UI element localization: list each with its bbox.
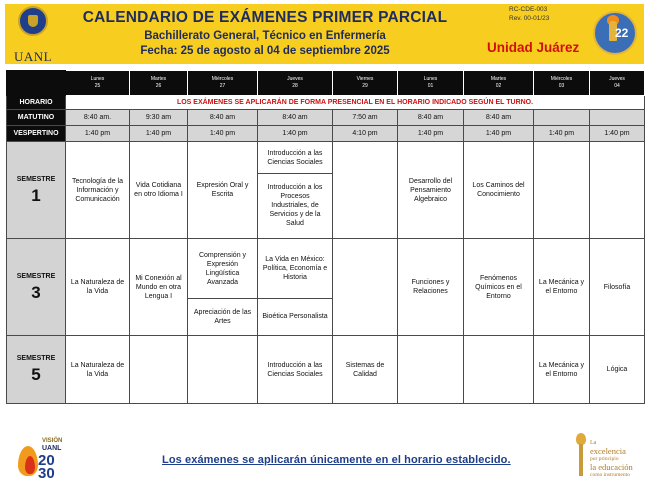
subject-split-cell — [258, 239, 333, 336]
matutino-time: 8:40 am. — [66, 110, 130, 126]
vision-year — [38, 454, 55, 480]
subject-cell: Desarrollo del Pensamiento Algebraico — [398, 142, 464, 239]
subject-cell: Tecnología de la Información y Comunicación — [66, 142, 130, 239]
subject-cell — [464, 336, 534, 404]
subject-cell: La Naturaleza de la Vida — [66, 239, 130, 336]
subject-cell: Mi Conexión al Mundo en otra Lengua I — [130, 239, 188, 336]
weekday-label: Miércoles — [211, 76, 234, 82]
torch-icon — [574, 433, 588, 479]
day-header-cell — [188, 71, 258, 96]
weekday-label: Miércoles — [550, 76, 573, 82]
document-revision-line: Rev. 00-01/23 — [509, 15, 550, 22]
semester-label: SEMESTRE — [16, 355, 56, 362]
semester-1-row — [7, 142, 645, 239]
matutino-row — [7, 110, 645, 126]
vespertino-time: 1:40 pm — [398, 126, 464, 142]
day-number: 26 — [155, 83, 162, 89]
matutino-time: 8:40 am — [258, 110, 333, 126]
motto-como-instrumento: como instrumento — [590, 472, 630, 478]
day-number: 27 — [219, 83, 226, 89]
motto-por-principio: por principio — [590, 456, 619, 462]
subject-cell: Vida Cotidiana en otro Idioma I — [130, 142, 188, 239]
subject-cell: La Mecánica y el Entorno — [534, 239, 590, 336]
matutino-time: 8:40 am — [188, 110, 258, 126]
subject-cell: La Vida en México: Política, Economía e Historia — [258, 240, 332, 299]
weekday-label: Lunes — [423, 76, 438, 82]
subject-cell: Introducción a las Ciencias Sociales — [258, 336, 333, 404]
vespertino-row — [7, 126, 645, 142]
vision-word: VISIÓN — [42, 438, 63, 444]
vision-year-bottom: 30 — [38, 465, 55, 482]
uanl-logo-text: UANL — [13, 49, 53, 64]
semester-3-row — [7, 239, 645, 336]
subject-cell — [130, 336, 188, 404]
excelencia-motto-logo — [574, 433, 644, 481]
vespertino-time: 1:40 pm — [258, 126, 333, 142]
footer-note: Los exámenes se aplicarán únicamente en el horario establecido. — [162, 454, 511, 466]
day-number: 04 — [614, 83, 620, 89]
day-header-cell — [130, 71, 188, 96]
day-number: 02 — [495, 83, 502, 89]
subject-cell: Introducción a las Ciencias Sociales — [258, 143, 332, 174]
document-code — [509, 5, 549, 23]
header-banner — [5, 4, 644, 64]
vision-uanl-2030-logo — [16, 436, 64, 482]
weekday-label: Jueves — [609, 76, 625, 82]
weekday-label: Martes — [490, 76, 507, 82]
day-header-cell — [258, 71, 333, 96]
subject-cell — [398, 336, 464, 404]
semester-number: 5 — [31, 365, 41, 384]
page-title: CALENDARIO DE EXÁMENES PRIMER PARCIAL — [82, 9, 448, 26]
subject-cell: Bioética Personalista — [262, 313, 328, 320]
weekday-label: Lunes — [90, 76, 105, 82]
subject-cell — [534, 142, 590, 239]
vespertino-time: 4:10 pm — [333, 126, 398, 142]
subject-cell: La Naturaleza de la Vida — [66, 336, 130, 404]
weekday-label: Martes — [150, 76, 167, 82]
day-header-cell — [464, 71, 534, 96]
subject-cell: Funciones y Relaciones — [398, 239, 464, 336]
day-number: 29 — [362, 83, 368, 89]
matutino-time: 8:40 am — [464, 110, 534, 126]
motto-la: La — [590, 440, 597, 446]
subject-cell: Filosofía — [590, 239, 645, 336]
vespertino-time: 1:40 pm — [130, 126, 188, 142]
day-header-row — [7, 71, 645, 96]
unit-name: Unidad Juárez — [487, 40, 580, 55]
day-number: 28 — [292, 83, 298, 89]
day-number: 03 — [558, 83, 565, 89]
semester-number: 3 — [31, 282, 41, 302]
subject-split-cell — [188, 239, 258, 336]
matutino-time: 7:50 am — [333, 110, 398, 126]
day-header-cell — [534, 71, 590, 96]
subject-cell: Apreciación de las Artes — [193, 308, 252, 325]
day-header-cell — [66, 71, 130, 96]
matutino-time: 9:30 am — [130, 110, 188, 126]
subject-cell: Expresión Oral y Escrita — [188, 142, 258, 239]
flame-inner-icon — [25, 456, 35, 474]
horario-label: HORARIO — [7, 96, 66, 110]
matutino-time — [534, 110, 590, 126]
date-range: Fecha: 25 de agosto al 04 de septiembre 2025 — [140, 45, 390, 57]
vision-year-top: 20 — [38, 452, 55, 469]
day-header-cell — [590, 71, 645, 96]
uanl-logo — [13, 6, 53, 65]
matutino-time: 8:40 am — [398, 110, 464, 126]
vespertino-label: VESPERTINO — [7, 126, 66, 142]
anniversary-number: 22 — [615, 26, 629, 40]
motto-educacion: la educación — [590, 462, 633, 472]
horario-row — [7, 96, 645, 110]
vespertino-time: 1:40 pm — [464, 126, 534, 142]
semester-label: SEMESTRE — [16, 272, 56, 280]
page-subtitle: Bachillerato General, Técnico en Enfermería — [144, 30, 386, 42]
day-number: 01 — [427, 83, 434, 89]
matutino-label: MATUTINO — [7, 110, 66, 126]
day-header-cell — [398, 71, 464, 96]
motto-excelencia: excelencia — [590, 446, 626, 456]
document-code-line: RC-CDE-003 — [509, 6, 548, 13]
semester-label-cell — [7, 239, 66, 336]
subject-cell — [333, 142, 398, 239]
subject-cell: La Mecánica y el Entorno — [534, 336, 590, 404]
subject-cell: Lógica — [590, 336, 645, 404]
vision-uanl: UANL — [42, 445, 62, 452]
subject-cell — [590, 142, 645, 239]
subject-cell: Sistemas de Calidad — [333, 336, 398, 404]
header-text-block — [65, 9, 465, 57]
semester-5-row — [7, 336, 645, 404]
vespertino-time: 1:40 pm — [590, 126, 645, 142]
matutino-time — [590, 110, 645, 126]
vespertino-time: 1:40 pm — [188, 126, 258, 142]
semester-label-cell — [7, 142, 66, 239]
weekday-label: Viernes — [356, 76, 374, 82]
semester-label-cell — [7, 336, 66, 404]
uanl-seal-icon — [18, 6, 48, 36]
day-header-cell — [333, 71, 398, 96]
anniversary-torch-logo — [593, 11, 637, 55]
subject-cell — [188, 336, 258, 404]
motto-text — [590, 439, 633, 479]
subject-cell — [333, 239, 398, 336]
semester-label: SEMESTRE — [16, 175, 56, 183]
subject-split-cell — [258, 142, 333, 239]
semester-number: 1 — [31, 185, 41, 205]
subject-cell: Fenómenos Químicos en el Entorno — [464, 239, 534, 336]
vespertino-time: 1:40 pm — [534, 126, 590, 142]
torch-stem — [579, 444, 583, 476]
presential-exam-note: LOS EXÁMENES SE APLICARÁN DE FORMA PRESENCIAL EN EL HORARIO INDICADO SEGÚN EL TURNO. — [66, 96, 645, 110]
weekday-label: Jueves — [287, 76, 303, 82]
subject-cell: Comprensión y Expresión Lingüística Avanzada — [188, 240, 257, 299]
day-number: 25 — [94, 83, 101, 89]
corner-cell — [7, 71, 66, 96]
exam-schedule-table — [6, 70, 645, 404]
subject-cell: Introducción a los Procesos Industriales, de Servicios y de la Salud — [267, 184, 323, 227]
subject-cell: Los Caminos del Conocimiento — [464, 142, 534, 239]
vespertino-time: 1:40 pm — [66, 126, 130, 142]
